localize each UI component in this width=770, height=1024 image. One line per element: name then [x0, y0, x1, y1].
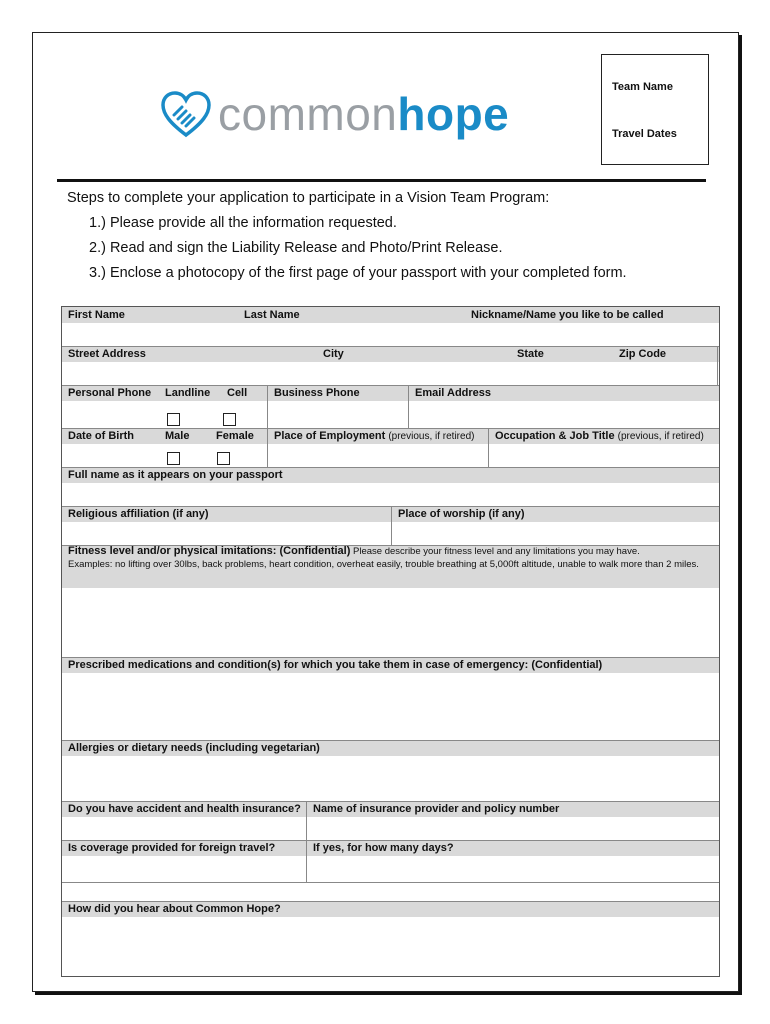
team-info-box — [601, 54, 709, 165]
fitness-label: Fitness level and/or physical imitations: (Confidential) — [68, 545, 351, 557]
zip-code-label: Zip Code — [619, 348, 667, 360]
first-name-label: First Name — [68, 309, 125, 321]
step-2: 2.) Read and sign the Liability Release and Photo/Print Release. — [89, 240, 503, 256]
employment-text: Place of Employment — [274, 430, 386, 442]
team-name-label: Team Name — [612, 81, 673, 93]
step-3: 3.) Enclose a photocopy of the first page of your passport with your completed form. — [89, 265, 627, 281]
date-of-birth-label: Date of Birth — [68, 430, 134, 442]
employment-note: (previous, if retired) — [388, 431, 475, 442]
row-divider — [62, 882, 719, 883]
female-label: Female — [216, 430, 254, 442]
email-address-label: Email Address — [415, 387, 492, 399]
occupation-note: (previous, if retired) — [617, 431, 704, 442]
column-divider — [408, 385, 409, 428]
passport-name-label: Full name as it appears on your passport — [68, 469, 283, 481]
city-label: City — [323, 348, 344, 360]
fitness-section — [68, 545, 708, 571]
fitness-examples: Examples: no lifting over 30lbs, back problems, heart condition, overheat easily, trouble breathing at 5,000ft altitude, unable to walk more than 2 miles. — [68, 559, 699, 570]
row-divider — [62, 657, 719, 658]
instructions — [67, 190, 627, 290]
row-divider — [62, 346, 719, 347]
foreign-coverage-label: Is coverage provided for foreign travel? — [68, 842, 276, 854]
cell-label: Cell — [227, 387, 248, 399]
last-name-label: Last Name — [244, 309, 300, 321]
street-address-label: Street Address — [68, 348, 146, 360]
row-divider — [62, 385, 719, 386]
landline-label: Landline — [165, 387, 211, 399]
common-hope-logo — [160, 86, 509, 142]
male-label: Male — [165, 430, 190, 442]
logo-word-common: common — [218, 88, 398, 140]
column-divider — [391, 506, 392, 545]
column-divider — [306, 801, 307, 882]
travel-dates-label: Travel Dates — [612, 128, 677, 140]
worship-label: Place of worship (if any) — [398, 508, 525, 520]
occupation-text: Occupation & Job Title — [495, 430, 615, 442]
row-divider — [62, 901, 719, 902]
female-checkbox[interactable] — [217, 452, 230, 465]
cell-checkbox[interactable] — [223, 413, 236, 426]
state-label: State — [517, 348, 544, 360]
coverage-days-label: If yes, for how many days? — [313, 842, 454, 854]
fitness-note: Please describe your fitness level and any limitations you may have. — [353, 546, 640, 557]
heart-handshake-icon — [160, 90, 212, 138]
employment-label — [274, 430, 474, 442]
personal-phone-label: Personal Phone — [68, 387, 152, 399]
header-divider — [57, 179, 706, 182]
row-header-band — [62, 385, 719, 401]
insurance-provider-label: Name of insurance provider and policy number — [313, 803, 560, 815]
logo-word-hope: hope — [397, 88, 510, 140]
column-divider — [717, 346, 718, 385]
how-heard-label: How did you hear about Common Hope? — [68, 903, 281, 915]
row-divider — [62, 428, 719, 429]
instructions-title: Steps to complete your application to participate in a Vision Team Program: — [67, 190, 550, 206]
column-divider — [267, 385, 268, 467]
row-divider — [62, 467, 719, 468]
step-1: 1.) Please provide all the information requested. — [89, 215, 397, 231]
row-divider — [62, 840, 719, 841]
landline-checkbox[interactable] — [167, 413, 180, 426]
religion-label: Religious affiliation (if any) — [68, 508, 209, 520]
insurance-question-label: Do you have accident and health insurance? — [68, 803, 301, 815]
nickname-label: Nickname/Name you like to be called — [471, 309, 664, 321]
application-form — [61, 306, 720, 977]
column-divider — [488, 428, 489, 467]
row-divider — [62, 740, 719, 741]
allergies-label: Allergies or dietary needs (including vegetarian) — [68, 742, 320, 754]
business-phone-label: Business Phone — [274, 387, 360, 399]
medications-label: Prescribed medications and condition(s) for which you take them in case of emergency: (Confidential) — [68, 659, 603, 671]
male-checkbox[interactable] — [167, 452, 180, 465]
row-divider — [62, 801, 719, 802]
occupation-label — [495, 430, 704, 442]
